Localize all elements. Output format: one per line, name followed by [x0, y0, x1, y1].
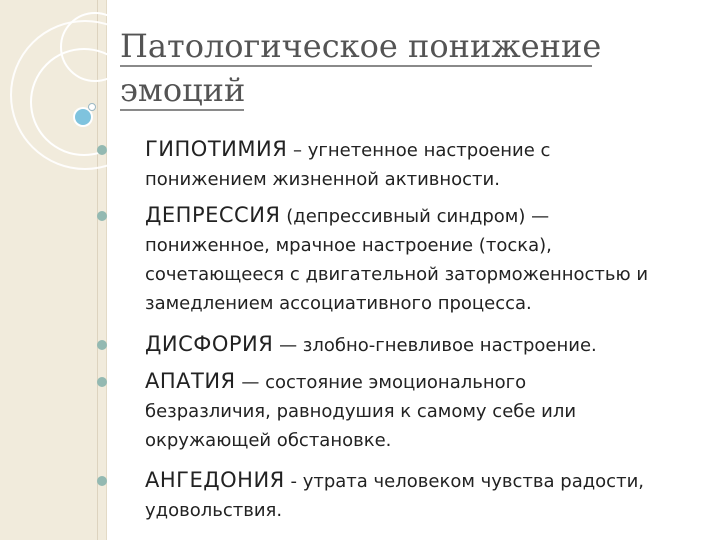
desc-anhedonia-first: - утрата человеком чувства радости,	[284, 471, 644, 492]
bullet-5	[97, 476, 107, 486]
term-apathy: АПАТИЯ	[145, 369, 236, 393]
desc-apathy-first: — состояние эмоционального	[235, 372, 527, 393]
title-underline-2	[120, 109, 244, 111]
bullet-3	[97, 340, 107, 350]
list-item-depression	[145, 201, 705, 318]
bullet-1	[97, 145, 107, 155]
side-panel	[0, 0, 107, 540]
title-line-2: эмоций	[120, 71, 246, 109]
list-item-hypothymia	[145, 135, 705, 194]
list-item-dysphoria	[145, 330, 705, 360]
list-item-anhedonia	[145, 466, 705, 525]
desc-dysphoria-first: — злобно-гневливое настроение.	[273, 335, 597, 356]
desc-apathy-line-1: безразличия, равнодушия к самому себе или	[145, 401, 577, 422]
title-underline-1	[120, 65, 592, 67]
desc-apathy-line-2: окружающей обстановке.	[145, 430, 392, 451]
accent-dot-small	[88, 103, 96, 111]
desc-depression-line-1: пониженное, мрачное настроение (тоска),	[145, 235, 552, 256]
desc-hypothymia-line: понижением жизненной активности.	[145, 169, 500, 190]
desc-depression-line-2: сочетающееся с двигательной заторможенностью и	[145, 264, 649, 285]
desc-depression-first: (депрессивный синдром) —	[280, 206, 550, 227]
bullet-4	[97, 377, 107, 387]
desc-hypothymia-first: – угнетенное настроение с	[287, 140, 551, 161]
accent-dot-large	[75, 109, 91, 125]
term-anhedonia: АНГЕДОНИЯ	[145, 468, 285, 492]
desc-depression-line-3: замедлением ассоциативного процесса.	[145, 293, 532, 314]
bullet-2	[97, 211, 107, 221]
desc-anhedonia-line-1: удовольствия.	[145, 500, 283, 521]
title-line-1: Патологическое понижение	[120, 27, 602, 65]
term-depression: ДЕПРЕССИЯ	[145, 203, 281, 227]
slide-title	[120, 24, 680, 112]
list-item-apathy	[145, 367, 705, 455]
term-dysphoria: ДИСФОРИЯ	[145, 332, 274, 356]
term-hypothymia: ГИПОТИМИЯ	[145, 137, 288, 161]
